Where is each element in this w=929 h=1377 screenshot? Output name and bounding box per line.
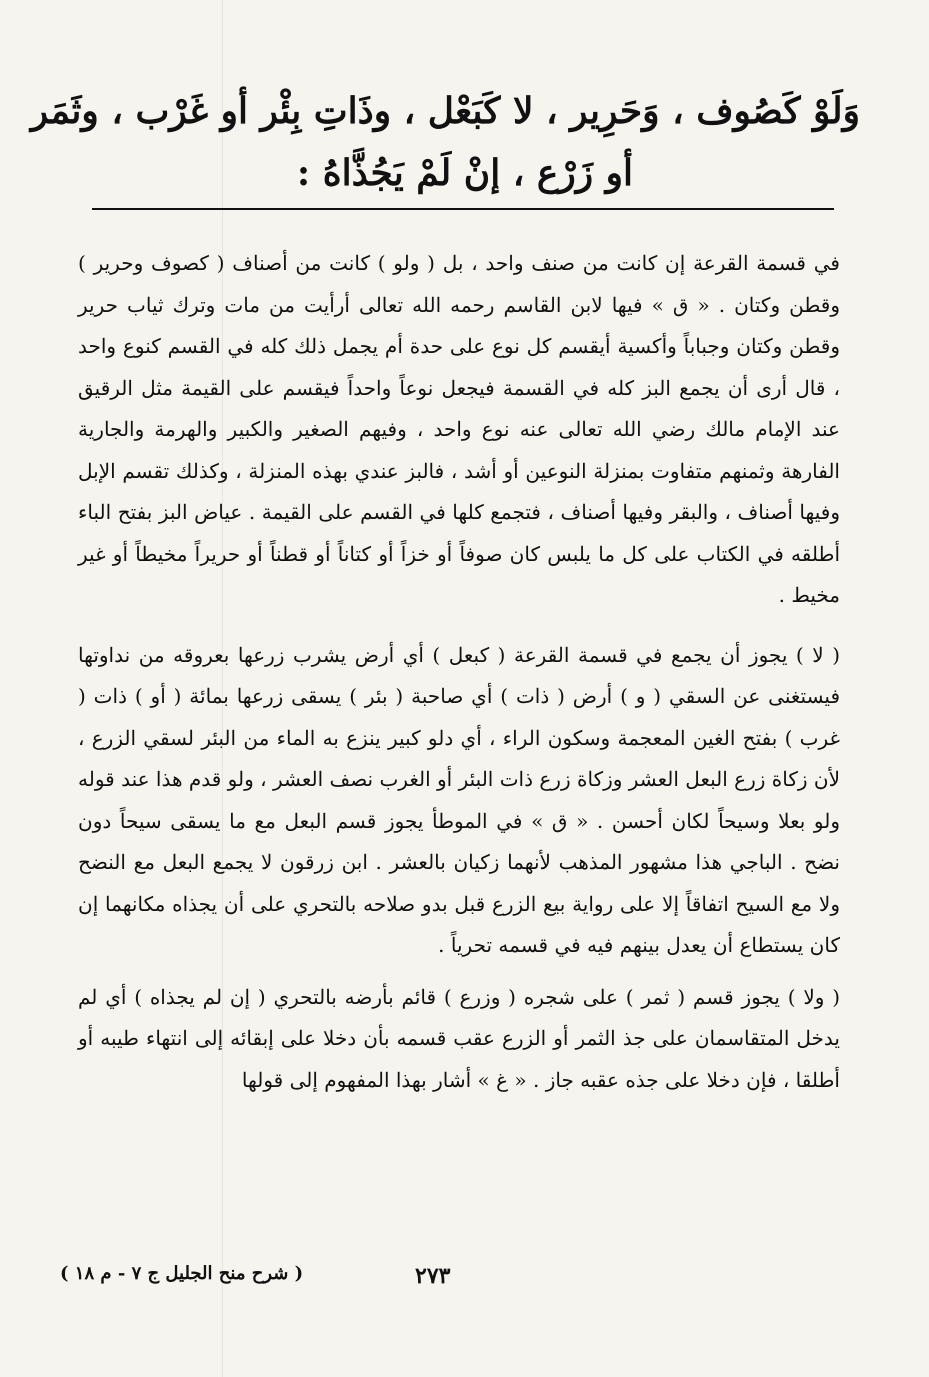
page-number: ٢٧٣ — [415, 1263, 451, 1289]
commentary-paragraph-1: في قسمة القرعة إن كانت من صنف واحد ، بل ( ولو ) كانت من أصناف ( كصوف وحرير ) وقطن وكتان . « ق » فيها لابن القاسم رحمه الله تعالى أرأيت من مات وترك ثياب حرير وقطن وكتان وجباباً وأكسية أيقسم كل نوع على حدة أم يجمل ذلك كله في القسم كنوع واحد ، قال أرى أن يجمع البز كله في القسمة فيجعل نوعاً واحداً فيقسم على القيمة مثل الرقيق عند الإمام مالك رضي الله تعالى عنه نوع واحد ، وفيهم الصغير والكبير والهرمة والجارية الفارهة وثمنهم متفاوت بمنزلة النوعين أو أشد ، فالبز عندي بهذه المنزلة ، وكذلك تقسم الإبل وفيها أصناف ، والبقر وفيها أصناف ، فتجمع كلها في القسم على القيمة . عياض البز بفتح الباء أطلقه في الكتاب على كل ما يلبس كان صوفاً أو خزاً أو كتاناً أو قطناً أو حريراً مخيطاً أو غير مخيط . — [78, 251, 840, 607]
commentary-body — [78, 243, 840, 1101]
heading-divider — [92, 208, 834, 210]
matn-heading-line-1: وَلَوْ كَصُوف ، وَحَرِير ، لا كَبَعْل ، وذَاتِ بِئْر أو غَرْب ، وثَمَر — [30, 90, 860, 132]
page-footer — [60, 1263, 850, 1293]
commentary-paragraph-2: ( لا ) يجوز أن يجمع في قسمة القرعة ( كبعل ) أي أرض يشرب زرعها بعروقه من نداوتها فيستغنى عن السقي ( و ) أرض ( ذات ) أي صاحبة ( بئر ) يسقى زرعها بمائة ( أو ) ذات ( غرب ) بفتح الغين المعجمة وسكون الراء ، أي دلو كبير ينزع به الماء من البئر لسقي الزرع ، لأن زكاة زرع البعل العشر وزكاة زرع ذات البئر أو الغرب نصف العشر ، ولو قدم هذا عند قوله ولو بعلا وسيحاً لكان أحسن . « ق » في الموطأ يجوز قسم البعل مع ما يسقى سيحاً دون نضح . الباجي هذا مشهور المذهب لأنهما زكيان بالعشر . ابن زرقون لا يجمع البعل مع النضح ولا مع السيح اتفاقاً إلا على رواية بيع الزرع قبل بدو صلاحه بالتحري على أن يجذاه مكانهما إن كان يستطاع أن يعدل بينهم فيه في قسمه تحرياً . — [78, 642, 840, 957]
commentary-paragraph-3: ( ولا ) يجوز قسم ( ثمر ) على شجره ( وزرع ) قائم بأرضه بالتحري ( إن لم يجذاه ) أي لم يدخل المتقاسمان على جذ الثمر أو الزرع عقب قسمه بأن دخلا على إبقائه إلى انتهاء طيبه أو أطلقا ، فإن دخلا على جذه عقبه جاز . « غ » أشار بهذا المفهوم إلى قولها — [78, 984, 840, 1092]
matn-heading — [30, 80, 860, 204]
volume-reference: ( شرح منح الجليل ج ٧ - م ١٨ ) — [60, 1263, 304, 1284]
matn-heading-line-2: أو زَرْع ، إنْ لَمْ يَجُذَّاهُ : — [296, 152, 634, 194]
